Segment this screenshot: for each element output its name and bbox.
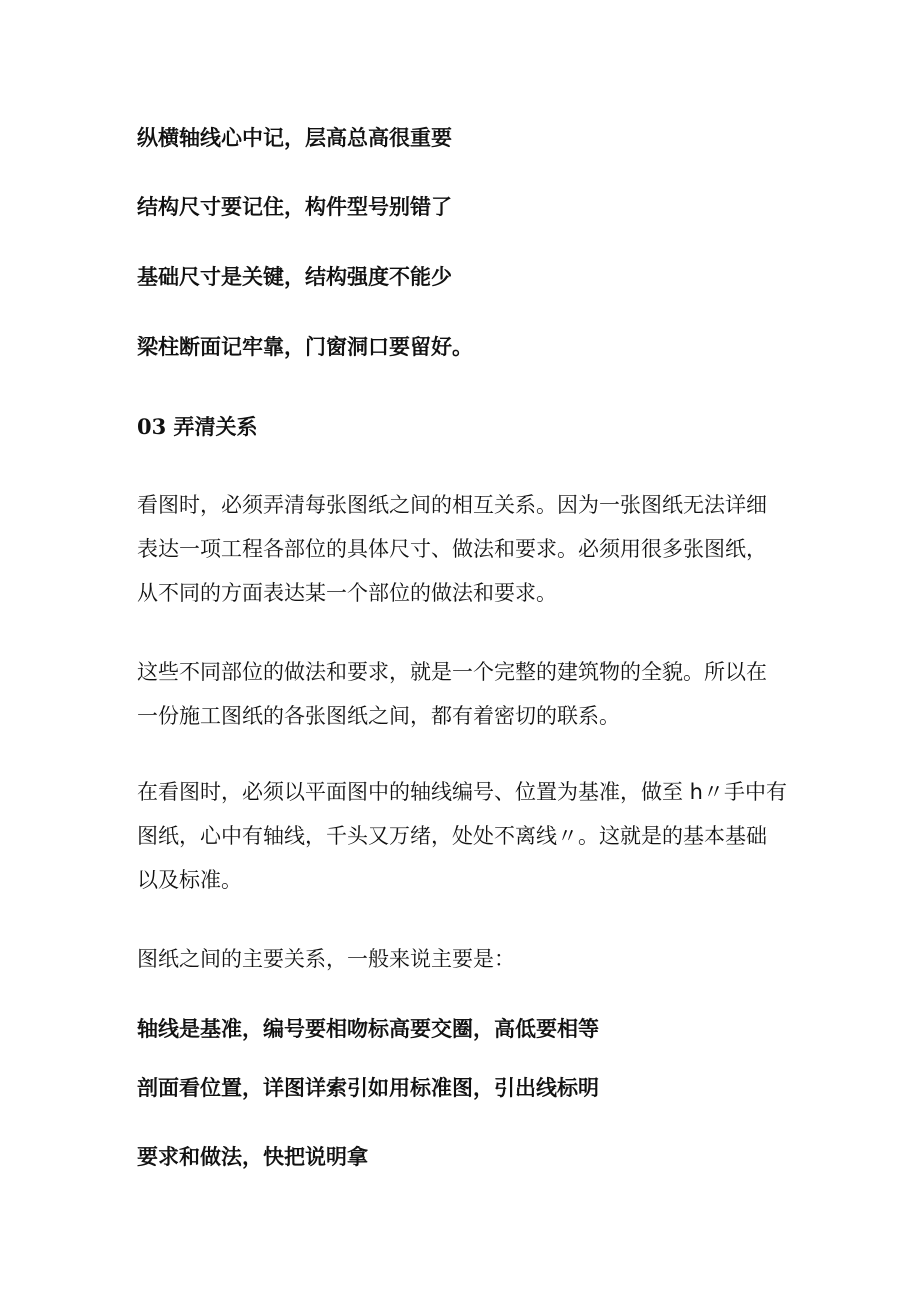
paragraph-4 — [137, 942, 817, 986]
paragraph-line: 图纸之间的主要关系，一般来说主要是： — [137, 947, 515, 971]
verse-line: 纵横轴线心中记，层高总高很重要 — [137, 126, 452, 150]
paragraph-3 — [137, 775, 817, 907]
paragraph-line: 看图时，必须弄清每张图纸之间的相互关系。因为一张图纸无法详细 — [137, 493, 767, 517]
paragraph-1 — [137, 488, 817, 620]
verse-line: 结构尺寸要记住，构件型号别错了 — [137, 195, 452, 219]
paragraph-line: 表达一项工程各部位的具体尺寸、做法和要求。必须用很多张图纸， — [137, 537, 767, 561]
paragraph-line: 图纸，心中有轴线，千头又万绪，处处不离线〃。这就是的基本基础 — [137, 824, 767, 848]
verse-line: 梁柱断面记牢靠，门窗洞口要留好。 — [137, 335, 473, 359]
paragraph-line: 这些不同部位的做法和要求，就是一个完整的建筑物的全貌。所以在 — [137, 660, 767, 684]
section-heading: 03 弄清关系 — [137, 414, 258, 439]
paragraph-line: 从不同的方面表达某一个部位的做法和要求。 — [137, 581, 557, 605]
paragraph-line: 一份施工图纸的各张图纸之间，都有着密切的联系。 — [137, 704, 620, 728]
verse-line: 基础尺寸是关键，结构强度不能少 — [137, 265, 452, 289]
paragraph-line: 在看图时，必须以平面图中的轴线编号、位置为基准，做至 h〃手中有 — [137, 780, 787, 804]
paragraph-2 — [137, 655, 817, 743]
verse-line: 要求和做法，快把说明拿 — [137, 1145, 368, 1169]
verse-line: 轴线是基准，编号要相吻标高要交圈，高低要相等 — [137, 1017, 599, 1041]
verse-line: 剖面看位置，详图详索引如用标准图，引出线标明 — [137, 1076, 599, 1100]
paragraph-line: 以及标准。 — [137, 868, 242, 892]
